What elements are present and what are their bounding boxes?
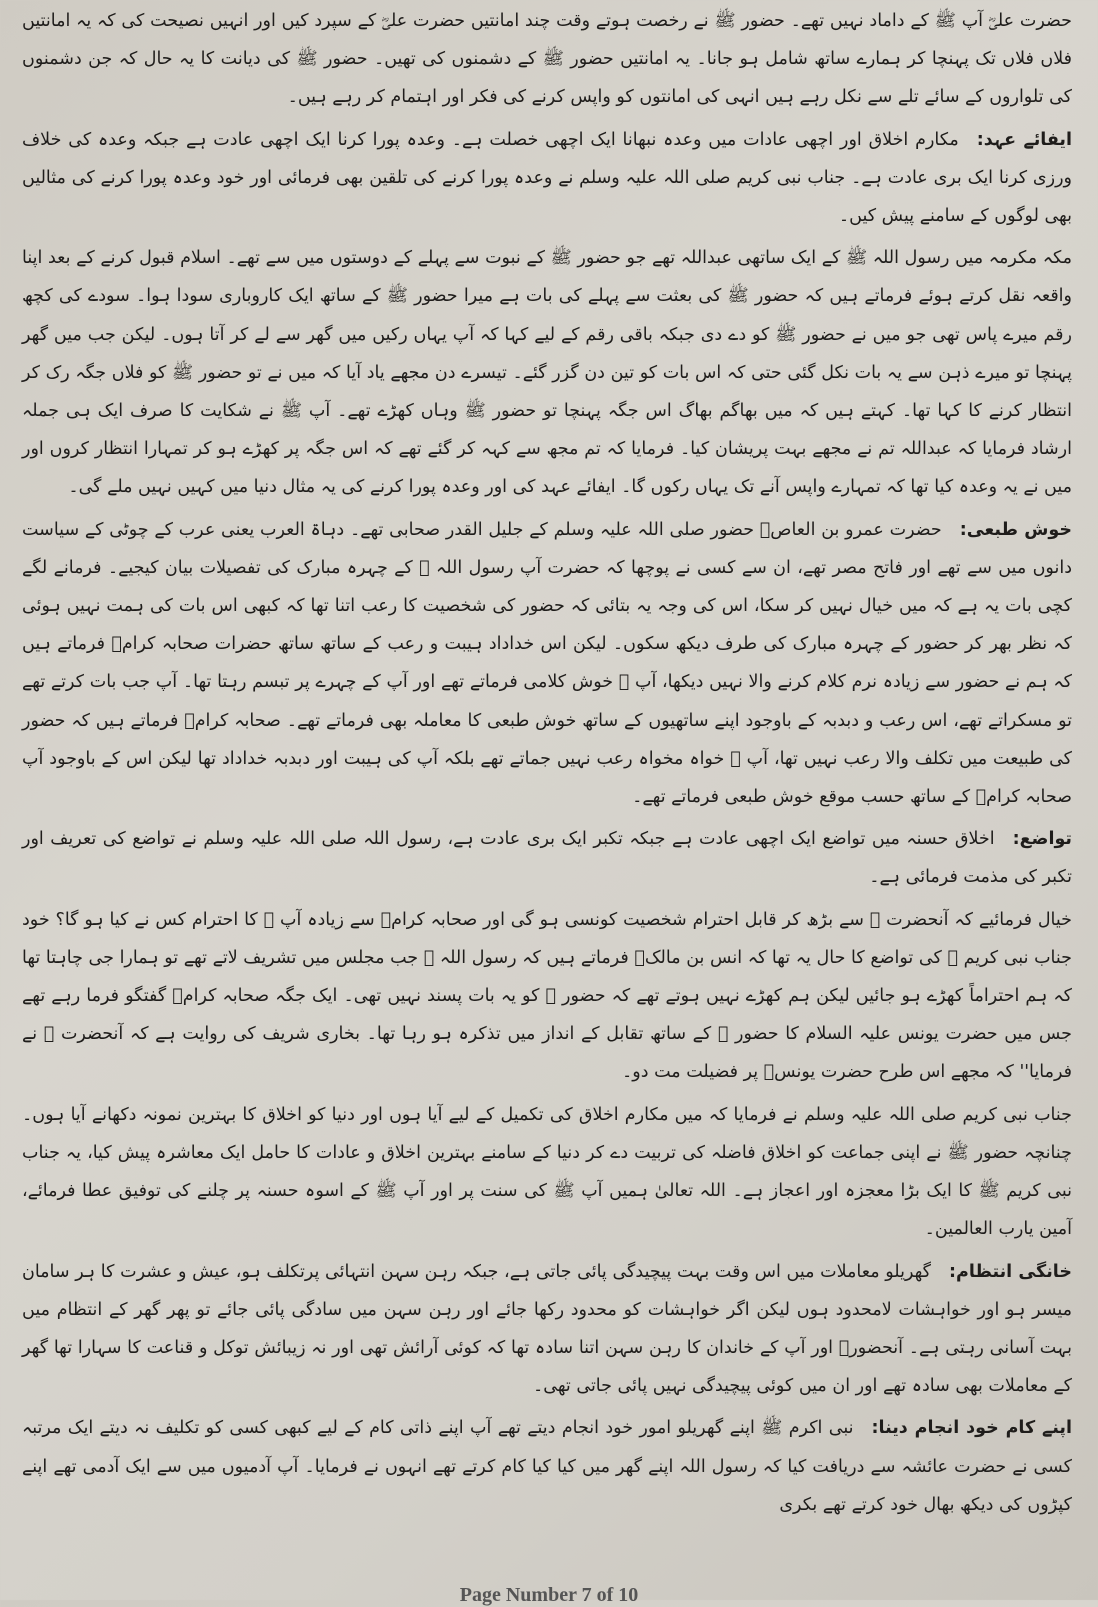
paragraph-khangi-intizam [22, 1253, 1072, 1406]
paragraph-text: اخلاق حسنہ میں تواضع ایک اچھی عادت ہے جبکہ تکبر ایک بری عادت ہے، رسول اللہ صلی اللہ علیہ وسلم نے تواضع کی تعریف اور تکبر کی مذمت فرمائی ہے۔ [22, 829, 1072, 888]
paragraph-abdullah-story [22, 239, 1072, 506]
paragraph-text: حضرت عمرو بن العاصؓ حضور صلی اللہ علیہ وسلم کے جلیل القدر صحابی تھے۔ دہاۃ العرب یعنی عرب کے چوٹی کے سیاست دانوں میں سے تھے اور فاتح مصر تھے، ان سے کسی نے پوچھا کہ حضرت آپ رسول اللہ ﷺ کے چہرہ مبارک کی تفصیلات بیان کیجیے۔ فرمانے لگے کچی بات یہ ہے کہ میں خیال نہیں کر سکا، اس کی وجہ یہ بتائی کہ حضور کی شخصیت کا رعب اتنا تھا کہ کبھی اس بات کی ہمت نہیں ہوئی کہ نظر بھر کر حضور کے چہرہ مبارک کی طرف دیکھ سکوں۔ لیکن اس خداداد ہیبت و رعب کے ساتھ ساتھ حضرات صحابہ کرامؓ فرماتے ہیں کہ ہم نے حضور سے زیادہ نرم کلام کرنے والا نہیں دیکھا، آپ ﷺ خوش کلامی فرماتے تھے اور آپ کے چہرے پر تبسم رہتا تھا۔ آپ جب بات کرتے تھے تو مسکراتے تھے، اس رعب و دبدبہ کے باوجود اپنے ساتھیوں کے ساتھ خوش طبعی کا معاملہ بھی فرماتے تھے۔ صحابہ کرامؓ فرماتے ہیں کہ حضور کی طبیعت میں تکلف والا رعب نہیں تھا، آپ ﷺ خواہ مخواہ رعب نہیں جماتے تھے بلکہ آپ کی ہیبت اور دبدبہ خداداد تھا لیکن اس کے باوجود آپ صحابہ کرامؓ کے ساتھ حسب موقع خوش طبعی فرماتے تھے۔ [22, 519, 1072, 808]
section-heading: خوش طبعی: [959, 519, 1072, 540]
paragraph-ifa-e-ahd [22, 121, 1072, 236]
paragraph-makarim-akhlaq [22, 1096, 1072, 1249]
paragraph-text: خیال فرمائیے کہ آنحضرت ﷺ سے بڑھ کر قابل احترام شخصیت کونسی ہو گی اور صحابہ کرامؓ سے زیادہ آپ ﷺ کا احترام کس نے کیا ہو گا؟ خود جناب نبی کریم ﷺ کی تواضع کا حال یہ تھا کہ انس بن مالکؓ فرماتے ہیں کہ رسول اللہ ﷺ جب مجلس میں تشریف لاتے تھے تو ہمارا جی چاہتا تھا کہ ہم احتراماً کھڑے ہو جائیں لیکن ہم کھڑے نہیں ہوتے تھے کہ حضور ﷺ کو یہ بات پسند نہیں تھی۔ ایک جگہ صحابہ کرامؓ گفتگو فرما رہے تھے جس میں حضرت یونس علیہ السلام کا حضور ﷺ کے ساتھ تقابل کے انداز میں تذکرہ ہو رہا تھا۔ بخاری شریف کی روایت ہے کہ آنحضرت ﷺ نے فرمایا'' کہ مجھے اس طرح حضرت یونسؑ پر فضیلت مت دو۔ [22, 909, 1072, 1083]
paragraph-text: نبی اکرم ﷺ اپنے گھریلو امور خود انجام دیتے تھے آپ اپنے ذاتی کام کے لیے کبھی کسی کو تکلیف نہ دیتے ایک مرتبہ کسی نے حضرت عائشہ سے دریافت کیا کہ رسول اللہ اپنے گھر میں کیا کیا کام کرتے تھے انہوں نے فرمایا۔ آپ آدمیوں میں سے ایک آدمی تھے اپنے کپڑوں کی دیکھ بھال خود کرتے تھے بکری [22, 1418, 1072, 1515]
paragraph-text: جناب نبی کریم صلی اللہ علیہ وسلم نے فرمایا کہ میں مکارم اخلاق کی تکمیل کے لیے آیا ہوں اور دنیا کو اخلاق کا بہترین نمونہ دکھانے آیا ہوں۔ چنانچہ حضور ﷺ نے اپنی جماعت کو اخلاق فاضلہ کی تربیت دے کر دنیا کے سامنے بہترین اخلاق و عادات کا حامل ایک معاشرہ پیش کیا، یہ جناب نبی کریم ﷺ کا ایک بڑا معجزہ اور اعجاز ہے۔ اللہ تعالیٰ ہمیں آپ ﷺ کی سنت پر اور آپ ﷺ کے اسوہ حسنہ پر چلنے کی توفیق عطا فرمائے، آمین یارب العالمین۔ [22, 1104, 1072, 1240]
section-heading: ایفائے عہد: [976, 129, 1072, 150]
paragraph-text: مکہ مکرمہ میں رسول اللہ ﷺ کے ایک ساتھی عبداللہ تھے جو حضور ﷺ کے نبوت سے پہلے کے دوستوں میں سے تھے۔ اسلام قبول کرنے کے بعد اپنا واقعہ نقل کرتے ہوئے فرماتے ہیں کہ حضور ﷺ کی بعثت سے پہلے کی بات ہے میرا حضور ﷺ کے ساتھ ایک کاروباری سودا ہوا۔ سودے کی کچھ رقم میرے پاس تھی جو میں نے حضور ﷺ کو دے دی جبکہ باقی رقم کے لیے کہا کہ آپ یہاں رکیں میں گھر سے لے کر آتا ہوں۔ لیکن جب میں گھر پہنچا تو میرے ذہن سے یہ بات نکل گئی حتی کہ اس بات کو تین دن گزر گئے۔ تیسرے دن مجھے یاد آیا کہ میں نے تو حضور ﷺ کو فلاں جگہ رک کر انتظار کرنے کا کہا تھا۔ کہتے ہیں کہ میں بھاگم بھاگ اس جگہ پہنچا تو حضور ﷺ وہاں کھڑے تھے۔ آپ ﷺ نے شکایت کا صرف ایک ہی جملہ ارشاد فرمایا کہ عبداللہ تم نے مجھے بہت پریشان کیا۔ فرمایا کہ تم مجھ سے کہہ کر گئے تھے کہ اس جگہ پر کھڑے ہو کر تمہارا انتظار کروں اور میں نے یہ وعدہ کیا تھا کہ تمہارے واپس آنے تک یہاں رکوں گا۔ ایفائے عہد کی اور وعدہ پورا کرنے کی یہ مثال دنیا میں کہیں نہیں ملے گی۔ [22, 248, 1072, 498]
page-number-footer: Page Number 7 of 10 [459, 1584, 639, 1606]
document-page [22, 2, 1072, 1528]
section-heading: تواضع: [1012, 829, 1072, 850]
section-heading: اپنے کام خود انجام دینا: [871, 1418, 1072, 1439]
paragraph-text: مکارم اخلاق اور اچھی عادات میں وعدہ نبھانا ایک اچھی خصلت ہے۔ وعدہ پورا کرنا ایک اچھی عادت ہے جبکہ وعدہ کی خلاف ورزی کرنا ایک بری عادت ہے۔ جناب نبی کریم صلی اللہ علیہ وسلم نے وعدہ پورا کرنے کی تلقین بھی فرمائی اور خود وعدہ پورا کرنے کی مثالیں بھی لوگوں کے سامنے پیش کیں۔ [22, 129, 1072, 227]
paragraph-text: گھریلو معاملات میں اس وقت بہت پیچیدگی پائی جاتی ہے، جبکہ رہن سہن انتہائی پرتکلف ہو، عیش و عشرت کا ہر سامان میسر ہو اور خواہشات لامحدود ہوں لیکن اگر خواہشات کو محدود رکھا جائے اور رہن سہن میں سادگی پائی جائے تو پھر گھر کے انتظام میں بہت آسانی رہتی ہے۔ آنحضورؐ اور آپ کے خاندان کا رہن سہن اتنا سادہ تھا کہ کوئی آرائش تھی اور نہ زیبائش توکل و قناعت کا سہارا تھا گھر کے معاملات بھی سادہ تھے اور ان میں کوئی پیچیدگی نہیں پائی جاتی تھی۔ [22, 1261, 1072, 1397]
paragraph-tawazu [22, 820, 1072, 896]
paragraph-tawazu-example [22, 901, 1072, 1092]
paragraph-apne-kaam [22, 1409, 1072, 1524]
paragraph-khush-tabai [22, 511, 1072, 817]
paragraph-amanat [22, 2, 1072, 117]
section-heading: خانگی انتظام: [949, 1261, 1072, 1282]
paragraph-text: حضرت علیؓ آپ ﷺ کے داماد نہیں تھے۔ حضور ﷺ نے رخصت ہوتے وقت چند امانتیں حضرت علیؓ کے سپرد کیں اور انہیں نصیحت کی کہ یہ امانتیں فلاں فلاں تک پہنچا کر ہمارے ساتھ شامل ہو جانا۔ یہ امانتیں حضور ﷺ کے دشمنوں کی تھیں۔ حضور ﷺ کی دیانت کا یہ حال کہ جن دشمنوں کی تلواروں کے سائے تلے سے نکل رہے ہیں انہی کی امانتوں کو واپس کرنے کی فکر اور اہتمام کر رہے ہیں۔ [22, 11, 1072, 108]
